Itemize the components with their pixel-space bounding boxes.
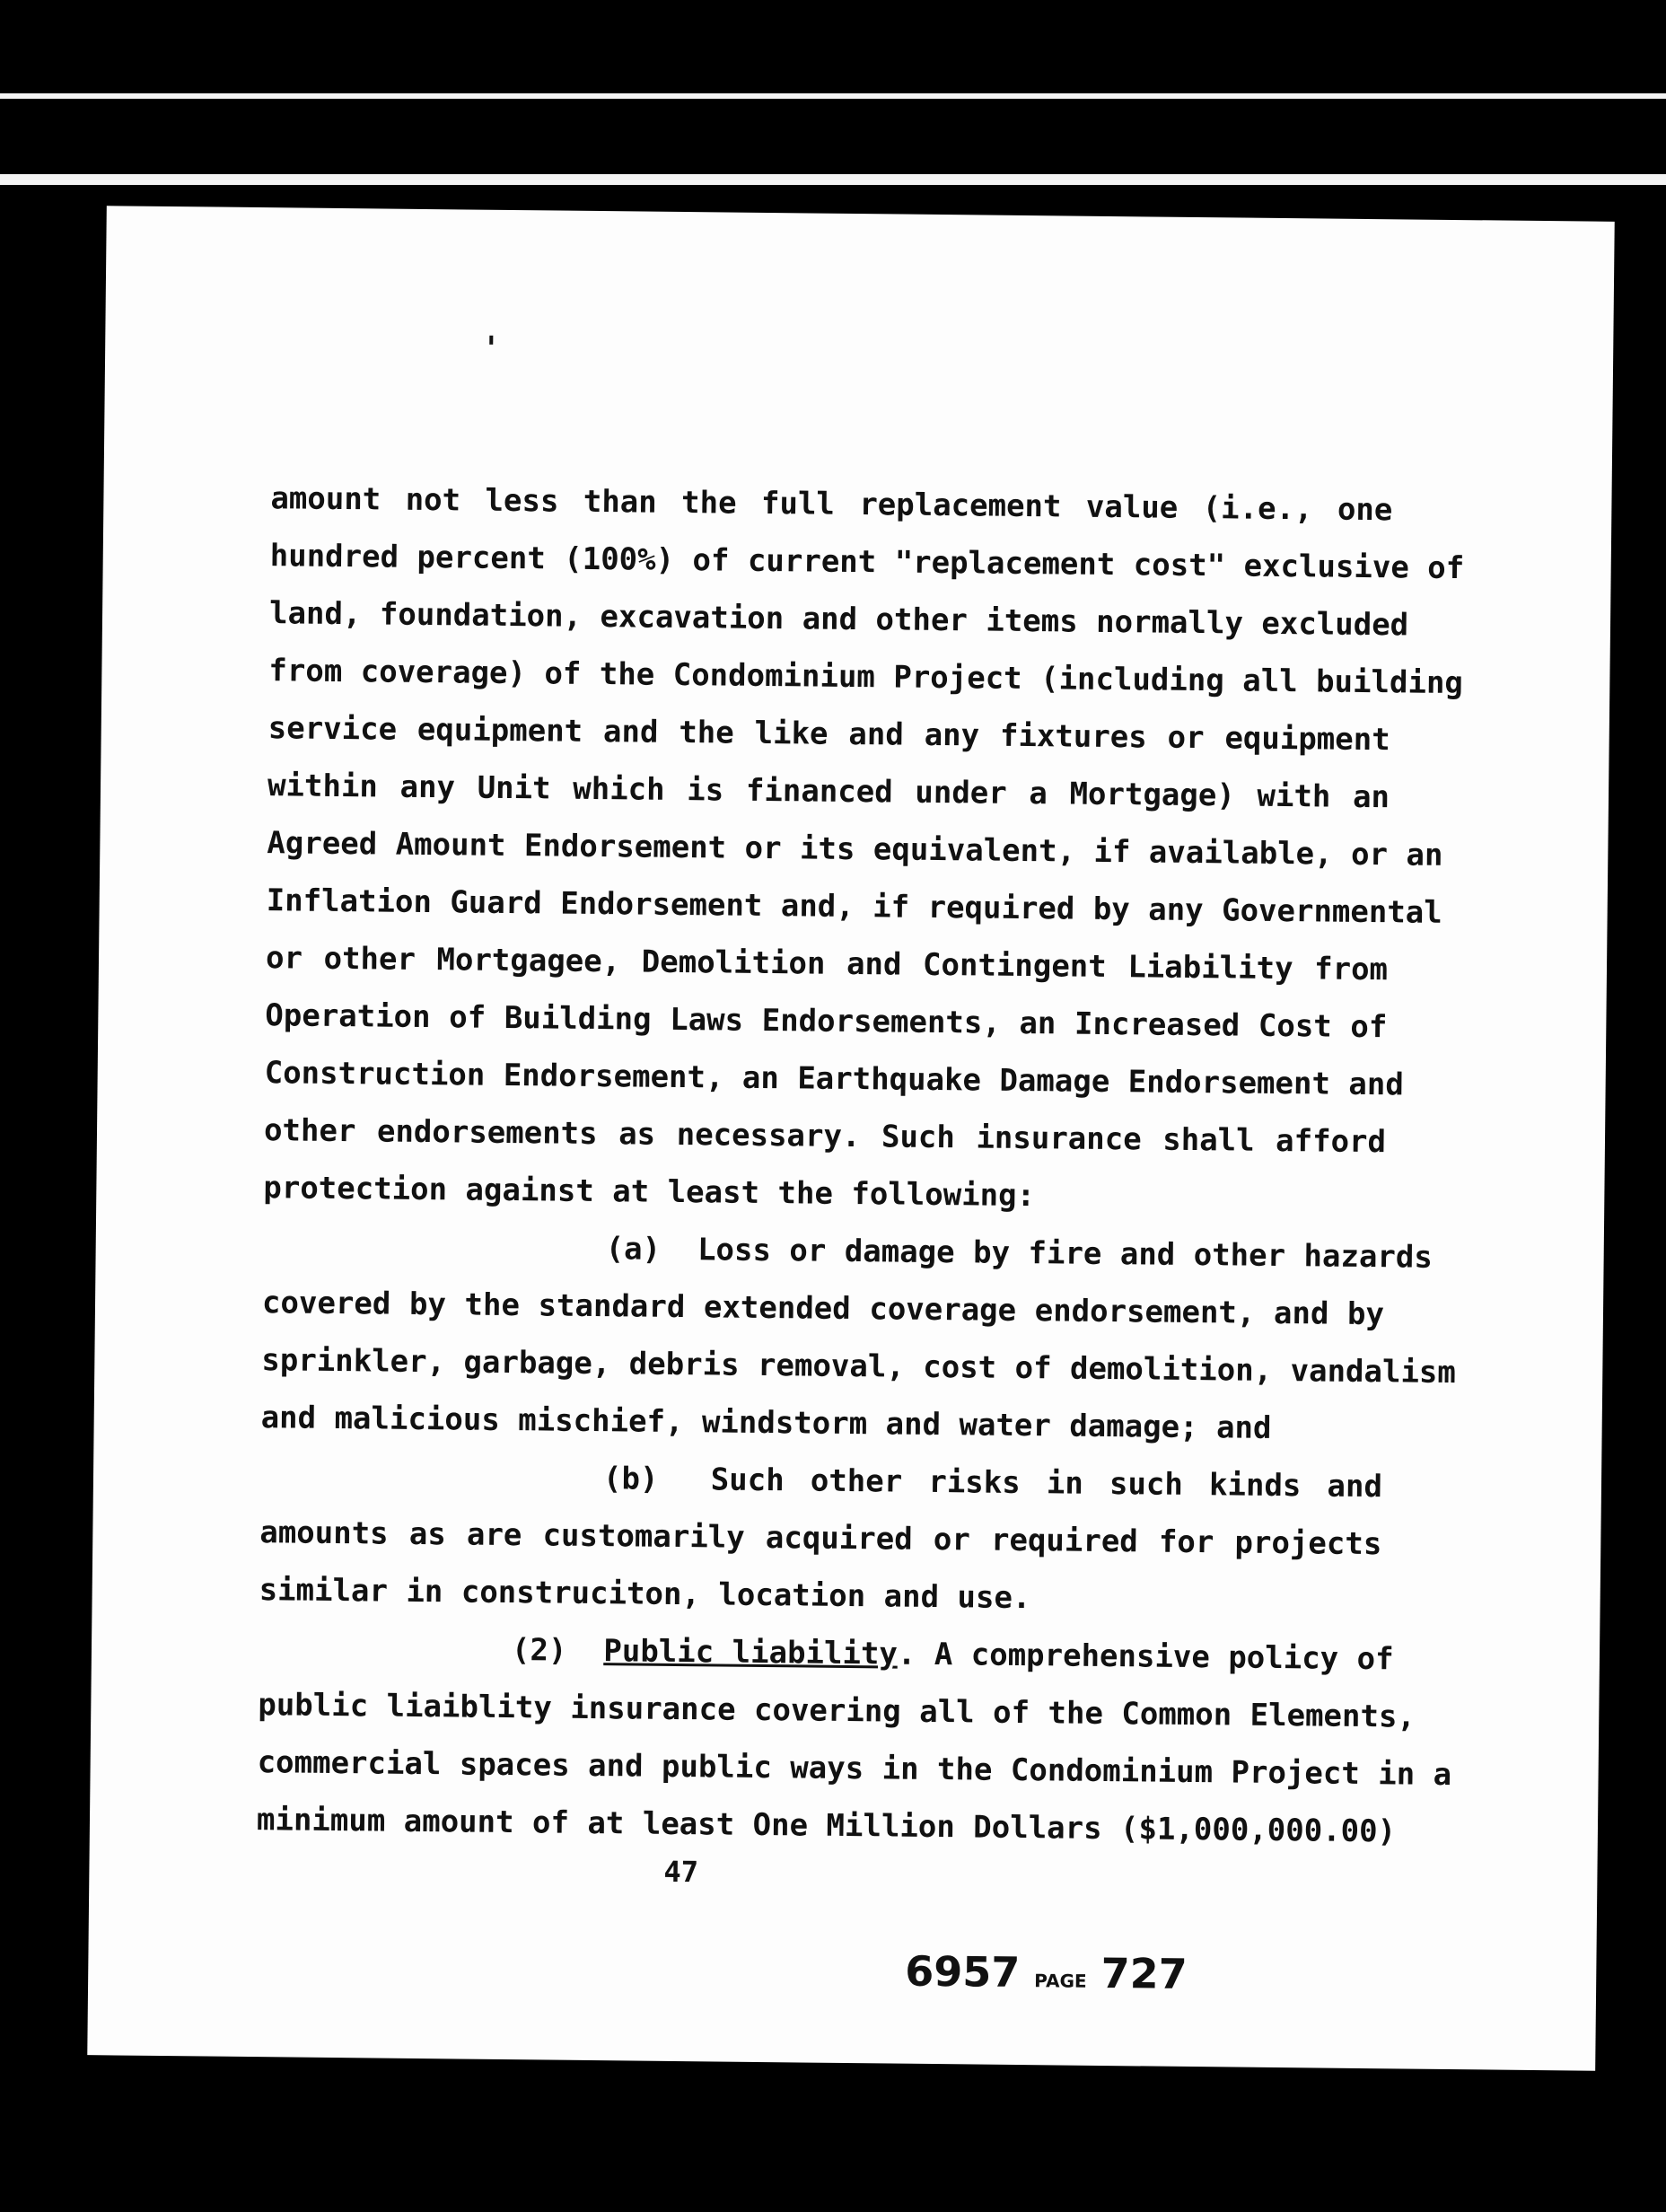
text-line: or other Mortgagee, Demolition and Contingent Liability from bbox=[265, 940, 1389, 988]
text-line: amount not less than the full replacement value (i.e., one bbox=[270, 480, 1393, 529]
section-2-line: commercial spaces and public ways in the Condominium Project in a bbox=[257, 1744, 1452, 1794]
item-a-text: Loss or damage by fire and other hazards bbox=[697, 1232, 1434, 1276]
item-a-line: covered by the standard extended coverage endorsement, and by bbox=[261, 1285, 1385, 1333]
text-line: service equipment and the like and any fixtures or equipment bbox=[267, 710, 1390, 759]
section-2-line: public liaiblity insurance covering all of the Common Elements, bbox=[258, 1687, 1416, 1735]
book-page-number: 727 bbox=[1100, 1948, 1188, 1998]
item-b-line: similar in construciton, location and use. bbox=[259, 1572, 1031, 1617]
page-number: 47 bbox=[663, 1854, 699, 1890]
text-line: Inflation Guard Endorsement and, if required by any Governmental bbox=[266, 882, 1442, 931]
item-b-marker: (b) bbox=[602, 1461, 659, 1497]
book-page-stamp bbox=[905, 1947, 1188, 1998]
scan-edge-rule-top bbox=[0, 93, 1666, 99]
section-2-line: minimum amount of at least One Million Dollars ($1,000,000.00) bbox=[256, 1802, 1397, 1850]
body-text bbox=[256, 470, 1465, 1860]
section-2-text: . A comprehensive policy of bbox=[897, 1636, 1394, 1678]
section-2-heading: Public liability bbox=[603, 1633, 899, 1672]
text-line: Agreed Amount Endorsement or its equivalent, if available, or an bbox=[267, 825, 1443, 873]
scan-edge-rule-bottom bbox=[0, 174, 1666, 185]
item-a-line: sprinkler, garbage, debris removal, cost of demolition, vandalism bbox=[261, 1342, 1457, 1391]
item-a-marker: (a) bbox=[605, 1231, 662, 1268]
text-line: Construction Endorsement, an Earthquake Damage Endorsement and bbox=[264, 1055, 1404, 1103]
text-line: Operation of Building Laws Endorsements, an Increased Cost of bbox=[265, 997, 1388, 1046]
item-a-line: and malicious mischief, windstorm and water damage; and bbox=[260, 1400, 1272, 1446]
scan-speck bbox=[489, 336, 493, 345]
item-b-line: amounts as are customarily acquired or required for projects bbox=[259, 1514, 1382, 1563]
text-line: other endorsements as necessary. Such insurance shall afford bbox=[263, 1112, 1387, 1161]
item-b-text: Such other risks in such kinds and bbox=[710, 1462, 1383, 1505]
section-2-marker: (2) bbox=[511, 1632, 567, 1669]
book-page-label: PAGE bbox=[1034, 1970, 1087, 1992]
text-line: hundred percent (100%) of current "replacement cost" exclusive of bbox=[269, 538, 1465, 587]
document-page bbox=[87, 206, 1614, 2070]
text-line: within any Unit which is financed under a Mortgage) with an bbox=[267, 768, 1390, 816]
text-line: from coverage) of the Condominium Project (including all building bbox=[268, 653, 1464, 702]
text-line: protection against at least the following: bbox=[263, 1170, 1036, 1215]
text-line: land, foundation, excavation and other items normally excluded bbox=[268, 595, 1409, 644]
book-number: 6957 bbox=[905, 1946, 1021, 1997]
